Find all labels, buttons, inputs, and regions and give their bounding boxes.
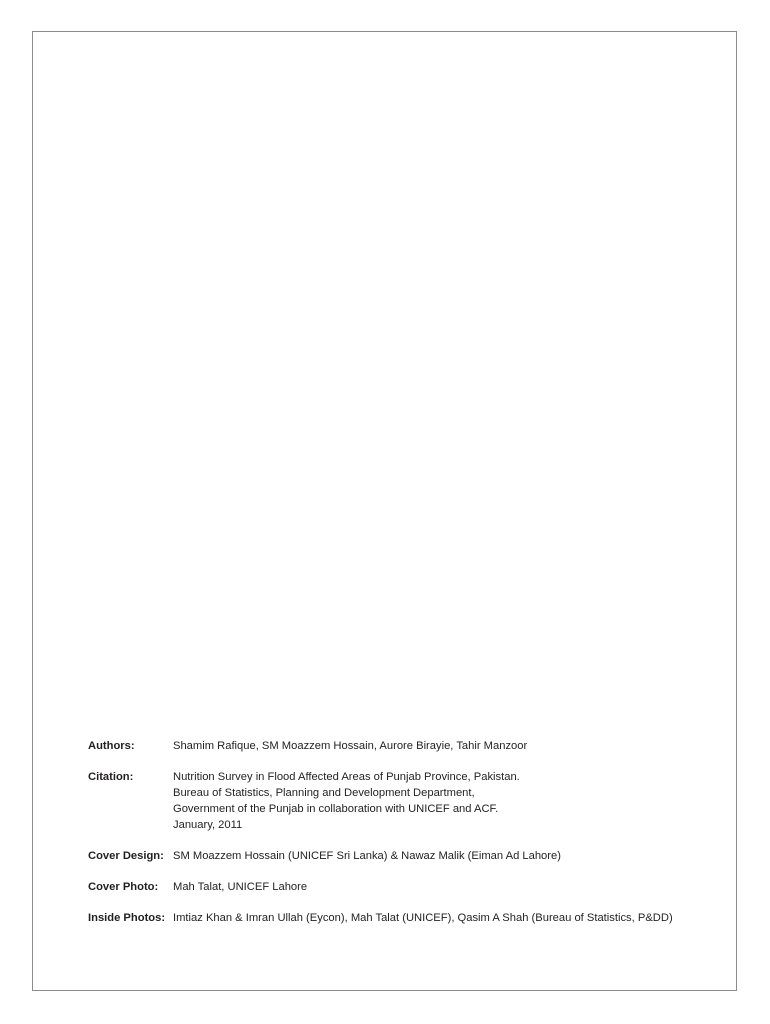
cover-design-label: Cover Design: — [88, 850, 164, 862]
authors-label: Authors: — [88, 740, 135, 752]
citation-label: Citation: — [88, 771, 134, 783]
citation-line: Bureau of Statistics, Planning and Development Department, — [173, 787, 475, 799]
citation-row — [88, 769, 728, 833]
cover-photo-label: Cover Photo: — [88, 881, 159, 893]
cover-photo-value: Mah Talat, UNICEF Lahore — [173, 881, 308, 893]
inside-photos-row — [88, 910, 728, 926]
citation-line: January, 2011 — [173, 819, 243, 831]
cover-design-row — [88, 848, 728, 864]
credits-block — [88, 738, 728, 941]
citation-line: Nutrition Survey in Flood Affected Areas of Punjab Province, Pakistan. — [173, 771, 520, 783]
inside-photos-value: Imtiaz Khan & Imran Ullah (Eycon), Mah Talat (UNICEF), Qasim A Shah (Bureau of Statistics, P&DD) — [173, 912, 673, 924]
cover-photo-row — [88, 879, 728, 895]
authors-value: Shamim Rafique, SM Moazzem Hossain, Aurore Birayie, Tahir Manzoor — [173, 740, 528, 752]
cover-design-value: SM Moazzem Hossain (UNICEF Sri Lanka) & Nawaz Malik (Eiman Ad Lahore) — [173, 850, 561, 862]
authors-row — [88, 738, 728, 754]
inside-photos-label: Inside Photos: — [88, 912, 166, 924]
citation-value — [173, 769, 728, 833]
citation-line: Government of the Punjab in collaboration with UNICEF and ACF. — [173, 803, 499, 815]
